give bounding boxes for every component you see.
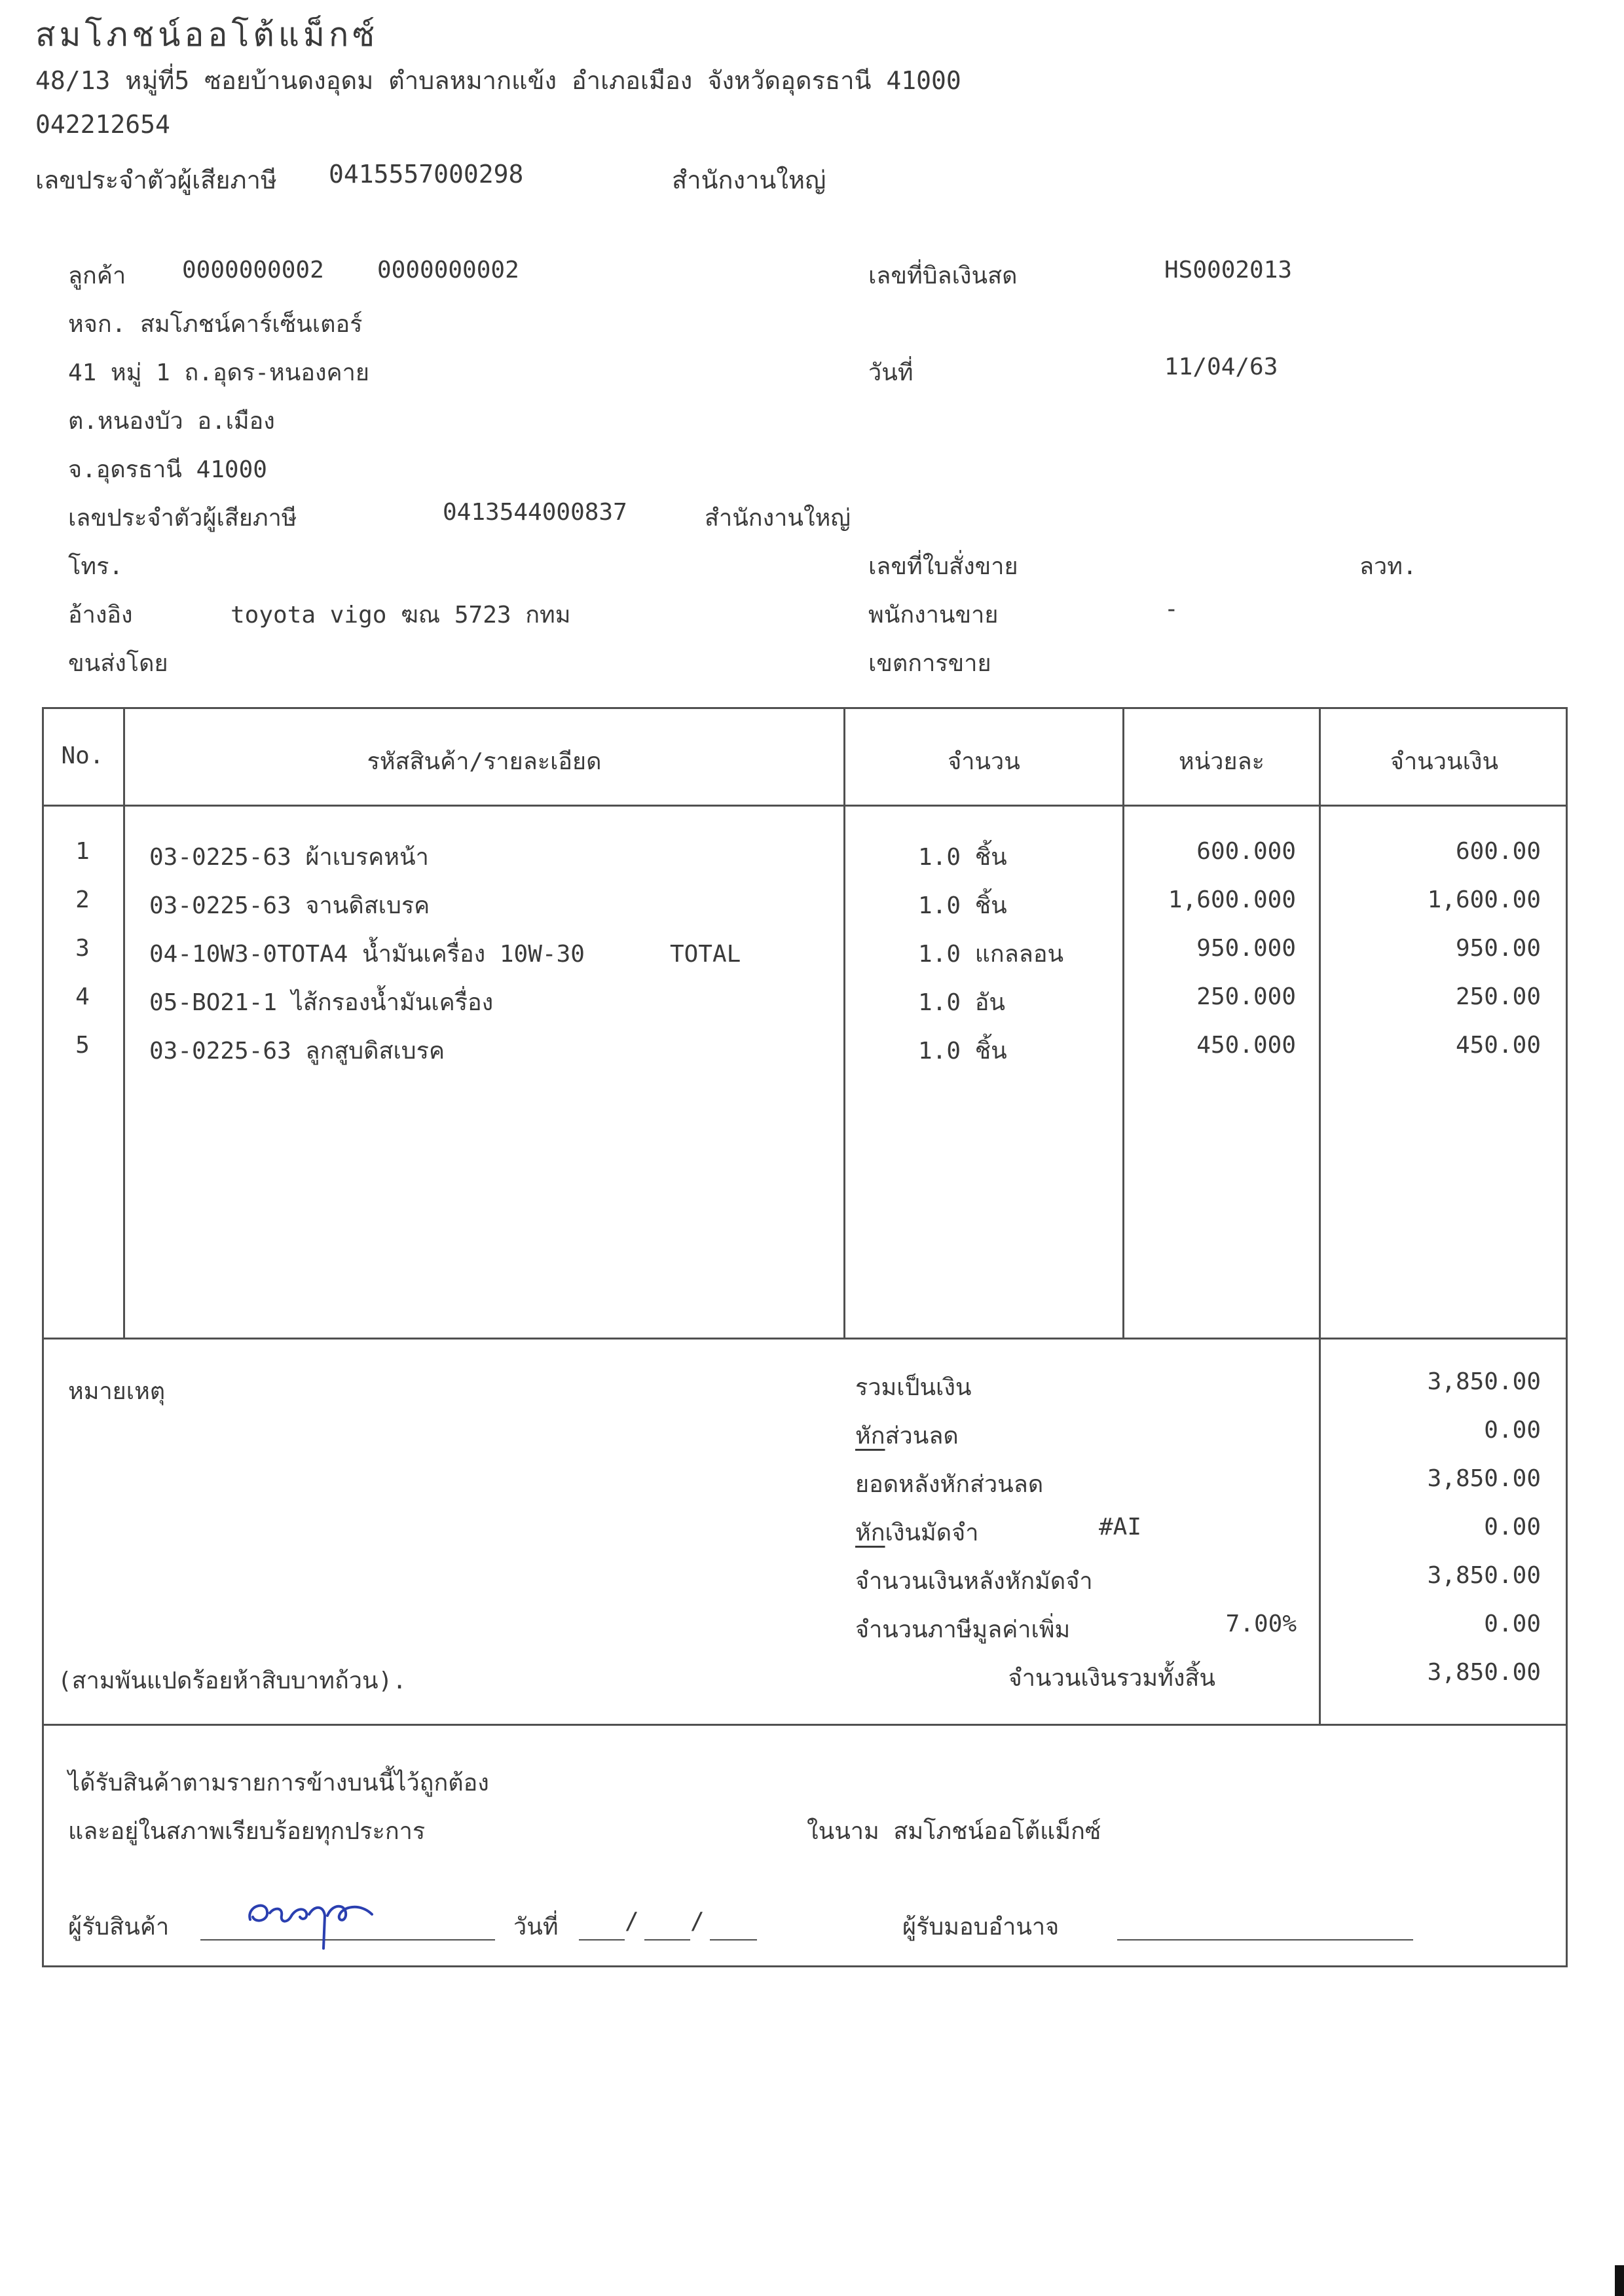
received-line-2: และอยู่ในสภาพเรียบร้อยทุกประการ (68, 1818, 426, 1845)
subtotal-value: 3,850.00 (1427, 1368, 1541, 1395)
handwritten-signature (244, 1880, 401, 1958)
deposit-label: หักเงินมัดจำ (855, 1520, 979, 1546)
items-table (42, 707, 1568, 1339)
row-description: 05-BO21-1 ไส้กรองน้ำมันเครื่อง (149, 989, 494, 1016)
subtotal-label: รวมเป็นเงิน (855, 1374, 972, 1401)
row-unit-price: 600.000 (1196, 838, 1296, 865)
customer-label: ลูกค้า (68, 263, 126, 289)
customer-address-3: จ.อุดรธานี 41000 (68, 456, 267, 483)
header-description: รหัสสินค้า/รายละเอียด (367, 748, 602, 775)
date-day-line (579, 1939, 625, 1941)
header-unit-price: หน่วยละ (1178, 748, 1265, 775)
col-divider-no (123, 707, 125, 1339)
sales-order-label: เลขที่ใบสั่งขาย (868, 553, 1018, 580)
salesperson-label: พนักงานขาย (868, 602, 999, 629)
row-description: 03-0225-63 จานดิสเบรค (149, 892, 430, 919)
sales-order-value: ลวท. (1359, 553, 1417, 580)
after-discount-label: ยอดหลังหักส่วนลด (855, 1471, 1044, 1498)
date-month-line (644, 1939, 690, 1941)
grand-total-label: จำนวนเงินรวมทั้งสิ้น (1008, 1665, 1215, 1692)
row-no: 1 (75, 838, 90, 865)
date-sep-1: / (625, 1908, 639, 1935)
row-description: 03-0225-63 ลูกสูบดิสเบรค (149, 1038, 445, 1065)
company-address: 48/13 หมู่ที่5 ซอยบ้านดงอุดม ตำบลหมากแข้ง อำเภอเมือง จังหวัดอุดรธานี 41000 (35, 66, 961, 95)
date-sep-2: / (690, 1908, 705, 1935)
vat-label: จำนวนภาษีมูลค่าเพิ่ม (855, 1616, 1071, 1643)
customer-tax-id: 0413544000837 (443, 499, 627, 526)
company-tax-id: 0415557000298 (329, 160, 524, 189)
remark-label: หมายเหตุ (68, 1378, 166, 1405)
row-no: 3 (75, 935, 90, 962)
header-quantity: จำนวน (948, 748, 1020, 775)
col-divider-unit (1319, 707, 1321, 1339)
discount-label: หักส่วนลด (855, 1423, 959, 1449)
row-amount: 450.00 (1455, 1032, 1541, 1059)
row-unit-price: 1,600.000 (1168, 886, 1296, 913)
company-phone: 042212654 (35, 110, 170, 139)
row-no: 4 (75, 983, 90, 1010)
row-unit-price: 950.000 (1196, 935, 1296, 962)
date-year-line (710, 1939, 757, 1941)
vat-value: 0.00 (1484, 1611, 1541, 1637)
header-no: No. (61, 742, 104, 769)
discount-value: 0.00 (1484, 1417, 1541, 1444)
bill-number: HS0002013 (1164, 257, 1293, 283)
row-description: 04-10W3-0TOTA4 น้ำมันเครื่อง 10W-30 TOTAL (149, 941, 741, 968)
customer-ship-label: ขนส่งโดย (68, 650, 168, 677)
customer-address-2: ต.หนองบัว อ.เมือง (68, 408, 275, 435)
col-divider-desc (843, 707, 845, 1339)
after-deposit-value: 3,850.00 (1427, 1562, 1541, 1589)
customer-branch: สำนักงานใหญ่ (705, 505, 851, 532)
receiver-label: ผู้รับสินค้า (68, 1914, 170, 1941)
col-divider-qty (1122, 707, 1124, 1339)
row-quantity: 1.0 อัน (918, 989, 1005, 1016)
row-quantity: 1.0 แกลลอน (918, 941, 1064, 968)
row-quantity: 1.0 ชิ้น (918, 1038, 1007, 1065)
received-line-1: ได้รับสินค้าตามรายการข้างบนนี้ไว้ถูกต้อง (68, 1770, 489, 1796)
customer-phone-label: โทร. (68, 553, 124, 580)
row-unit-price: 250.000 (1196, 983, 1296, 1010)
customer-ref-label: อ้างอิง (68, 602, 133, 629)
customer-code-1: 0000000002 (182, 257, 324, 283)
row-amount: 600.00 (1455, 838, 1541, 865)
customer-code-2: 0000000002 (377, 257, 519, 283)
customer-tax-label: เลขประจำตัวผู้เสียภาษี (68, 505, 297, 532)
row-unit-price: 450.000 (1196, 1032, 1296, 1059)
receive-date-label: วันที่ (513, 1914, 559, 1941)
bill-date: 11/04/63 (1164, 354, 1278, 380)
row-no: 5 (75, 1032, 90, 1059)
company-tax-label: เลขประจำตัวผู้เสียภาษี (35, 166, 277, 194)
row-quantity: 1.0 ชิ้น (918, 892, 1007, 919)
header-amount: จำนวนเงิน (1390, 748, 1499, 775)
deposit-value: 0.00 (1484, 1514, 1541, 1540)
authorized-label: ผู้รับมอบอำนาจ (902, 1914, 1060, 1941)
row-no: 2 (75, 886, 90, 913)
sales-zone-label: เขตการขาย (868, 650, 991, 677)
row-amount: 950.00 (1455, 935, 1541, 962)
scan-edge (1615, 2265, 1624, 2296)
customer-ref-value: toyota vigo ฆณ 5723 กทม (231, 602, 571, 629)
customer-name: หจก. สมโภชน์คาร์เซ็นเตอร์ (68, 311, 363, 338)
on-behalf-of: ในนาม สมโภชน์ออโต้แม็กซ์ (807, 1818, 1101, 1845)
row-description: 03-0225-63 ผ้าเบรคหน้า (149, 844, 429, 871)
row-amount: 1,600.00 (1427, 886, 1541, 913)
after-deposit-label: จำนวนเงินหลังหักมัดจำ (855, 1568, 1093, 1595)
table-header-divider (42, 805, 1568, 807)
after-discount-value: 3,850.00 (1427, 1465, 1541, 1492)
customer-address-1: 41 หมู่ 1 ถ.อุดร-หนองคาย (68, 359, 369, 386)
row-quantity: 1.0 ชิ้น (918, 844, 1007, 871)
bill-number-label: เลขที่บิลเงินสด (868, 263, 1018, 289)
bill-date-label: วันที่ (868, 359, 913, 386)
vat-rate: 7.00% (1225, 1611, 1297, 1637)
row-amount: 250.00 (1455, 983, 1541, 1010)
authorized-signature-line (1117, 1939, 1413, 1941)
deposit-code: #AI (1099, 1514, 1142, 1540)
company-branch: สำนักงานใหญ่ (672, 166, 826, 194)
company-name: สมโภชน์ออโต้แม็กซ์ (35, 16, 379, 54)
grand-total-value: 3,850.00 (1427, 1659, 1541, 1686)
amount-in-words: (สามพันแปดร้อยห้าสิบบาทถ้วน). (58, 1667, 407, 1694)
salesperson-value: - (1164, 596, 1179, 623)
